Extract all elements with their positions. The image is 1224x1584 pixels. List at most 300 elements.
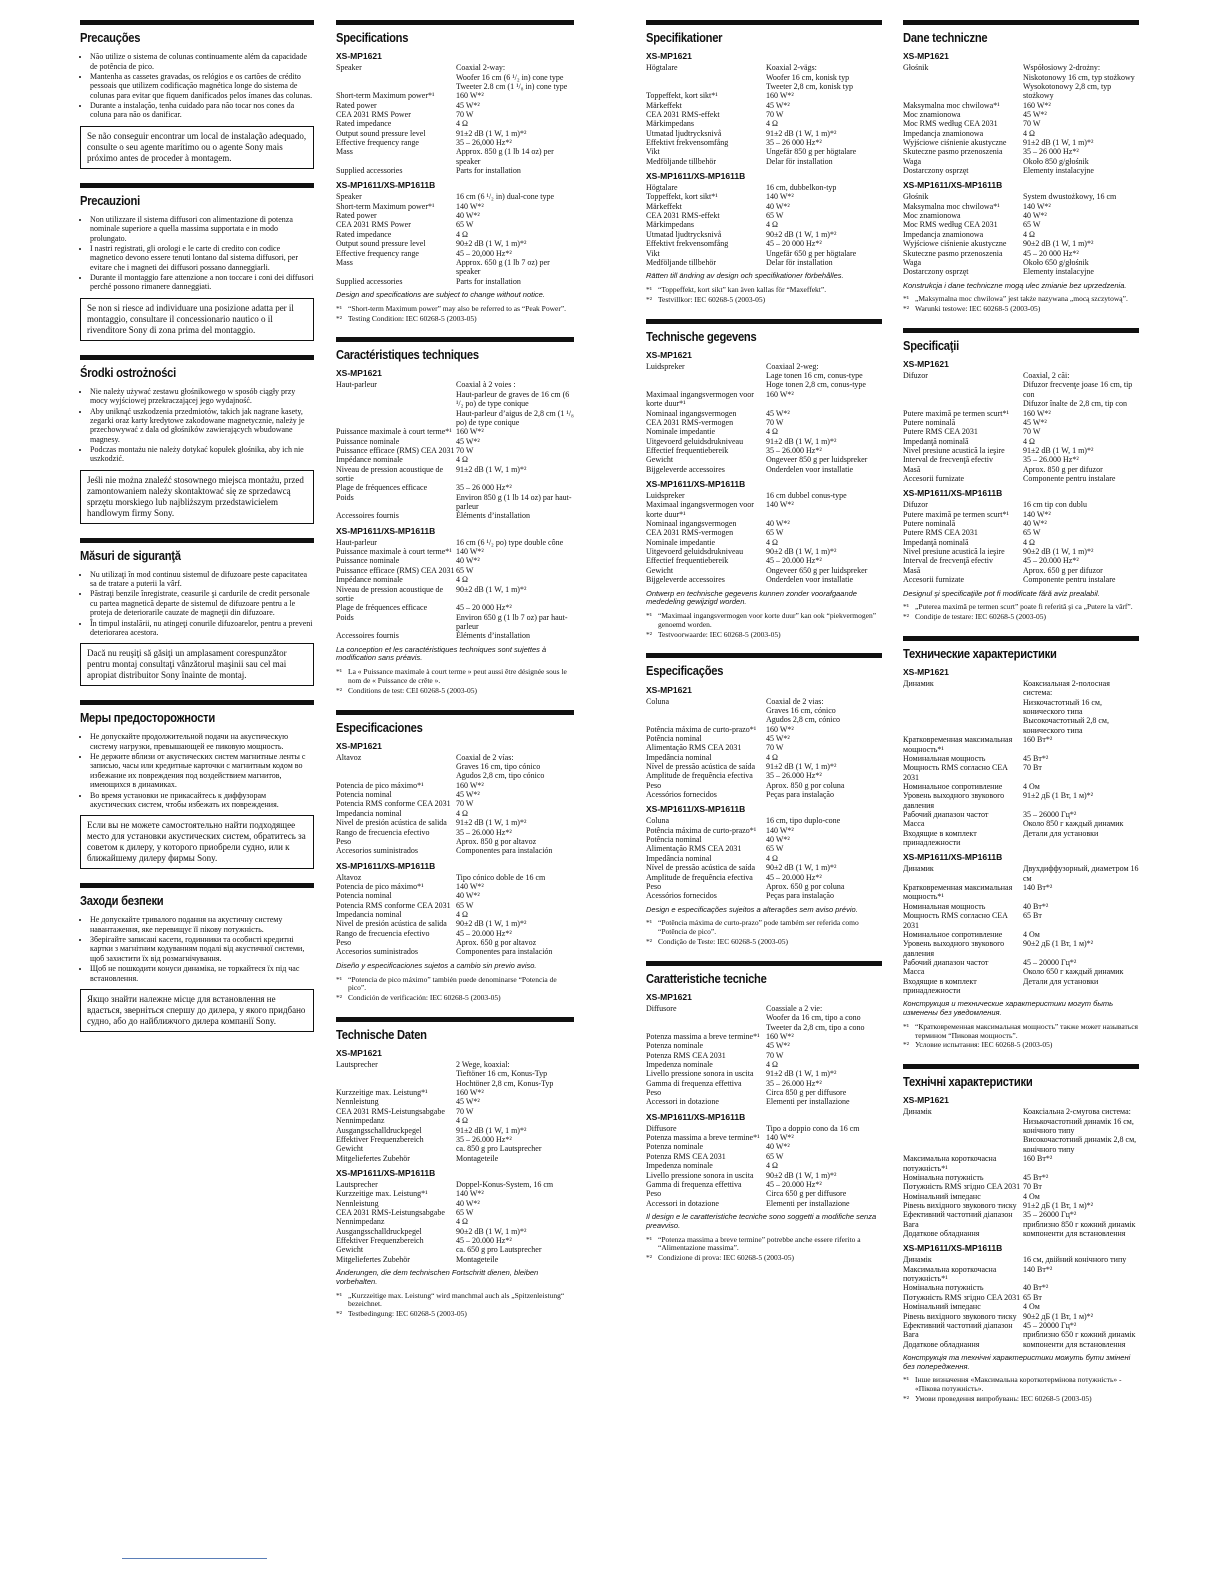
footnote-text: Умови проведення випробувань: IEC 60268-5 (2003-05) (915, 1394, 1092, 1404)
spec-label: Rango de frecuencia efectivo (336, 928, 430, 938)
footnote (336, 976, 574, 994)
spec-label: Accesorii furnizate (903, 474, 965, 484)
section-rule (80, 355, 314, 360)
spec-value: Environ 850 g (1 lb 14 oz) par haut-parleur (456, 492, 572, 512)
section-title: Precauzioni (80, 192, 140, 208)
footnote-mark: *¹ (336, 303, 342, 313)
spec-value: 65 W (1023, 528, 1041, 538)
spec-value: 4 Ω (1023, 537, 1035, 547)
spec-row (903, 575, 1139, 584)
spec-label: CEA 2031 RMS-vermogen (646, 417, 734, 427)
spec-label: CEA 2031 RMS-Leistungsabgabe (336, 1207, 445, 1217)
change-notice: La conception et les caractéristiques techniques sont sujettes à modification sans préavis. (336, 644, 547, 663)
spec-label: Gewicht (336, 1144, 364, 1154)
spec-label: Impedenza nominale (646, 1161, 713, 1171)
spec-row (646, 409, 882, 418)
spec-row (336, 938, 574, 947)
spec-value: 4 Ом (1023, 1191, 1040, 1201)
spec-label: Potencia nominal (336, 790, 392, 800)
spec-label: Ausgangsschalldruckpegel (336, 1125, 422, 1135)
spec-value: 160 Вт*² (1023, 735, 1053, 745)
spec-row (336, 258, 574, 277)
spec-label: Medföljande tillbehör (646, 156, 716, 166)
spec-label: Högtalare (646, 63, 678, 73)
spec-value: 90±2 dB (1 W, 1 m)*² (766, 229, 837, 239)
spec-label: Poids (336, 612, 354, 622)
spec-value: Componentes para instalación (456, 947, 553, 957)
section-title: Caratteristiche tecniche (646, 970, 767, 986)
spec-row (903, 230, 1139, 239)
spec-row (903, 446, 1139, 455)
footnote-mark: *¹ (646, 1234, 652, 1244)
spec-row (336, 818, 574, 827)
spec-value: 65 W (456, 565, 474, 575)
footnote (646, 1254, 882, 1263)
spec-label: Effektivt frekvensomfång (646, 239, 729, 249)
spec-label: Potência máxima de curto-prazo*¹ (646, 825, 757, 835)
change-notice: Design and specifications are subject to change without notice. (336, 289, 545, 299)
spec-value: 4 Ω (766, 220, 778, 230)
spec-label: Входящие в комплект принадлежности (903, 976, 977, 996)
model-name: XS-MP1621 (646, 51, 692, 62)
spec-value: 140 Вт*² (1023, 1264, 1053, 1274)
spec-row (336, 129, 574, 138)
spec-label: Accesorii furnizate (903, 575, 965, 585)
footnote-mark: *² (646, 936, 652, 946)
bullet-list (80, 215, 314, 292)
change-notice: Änderungen, die dem technischen Fortschritt dienen, bleiben vorbehalten. (336, 1268, 539, 1286)
spec-row (903, 958, 1139, 967)
footnote-mark: *¹ (336, 667, 342, 677)
spec-value: 4 Ω (1023, 436, 1035, 446)
spec-label: Rated power (336, 211, 377, 221)
precaution-section (80, 20, 314, 169)
spec-label: Effektiver Frequenzbereich (336, 1236, 424, 1246)
spec-row (646, 697, 882, 725)
spec-row (336, 119, 574, 128)
spec-label: Impedancja znamionowa (903, 128, 984, 138)
spec-label: Skuteczne pasmo przenoszenia (903, 147, 1003, 157)
spec-value: 4 Ω (766, 537, 778, 547)
spec-row (646, 547, 882, 556)
spec-value: Коаксиальная 2-полосная система: Низкочастотный 16 см, конического типа Высокочастотный 2,8 см, конического типа (1023, 678, 1110, 735)
spec-row (903, 510, 1139, 519)
spec-value: 4 Ω (456, 1217, 468, 1227)
footnote-mark: *² (336, 685, 342, 695)
spec-row (646, 538, 882, 547)
spec-value: Montageteile (456, 1254, 499, 1264)
spec-value: 140 W*² (766, 1133, 794, 1143)
spec-value: Delar för installation (766, 156, 833, 166)
spec-row (903, 735, 1139, 754)
footnote (336, 687, 574, 696)
spec-row (903, 763, 1139, 782)
spec-row (646, 762, 882, 771)
spec-label: Кратковременная максимальная мощность*¹ (903, 735, 1013, 754)
spec-row (646, 1088, 882, 1097)
spec-value: 35 – 26.000 Hz*² (456, 1134, 512, 1144)
spec-label: Speaker (336, 192, 362, 202)
spec-label: Potencia de pico máximo*¹ (336, 780, 424, 790)
spec-row (336, 828, 574, 837)
spec-value: 140 W*² (456, 881, 484, 891)
spec-row (903, 754, 1139, 763)
spec-label: Potenza RMS CEA 2031 (646, 1151, 726, 1161)
spec-row (646, 854, 882, 863)
spec-row (903, 519, 1139, 528)
spec-row (646, 220, 882, 229)
spec-row (903, 679, 1139, 735)
spec-label: Nivel presiune acustică la ieşire (903, 445, 1005, 455)
spec-value: Approx. 650 g (1 lb 7 oz) per speaker (456, 257, 550, 277)
spec-value: 65 W (456, 900, 474, 910)
spec-value: Koaxial 2-vägs: Woofer 16 cm, konisk typ Tweeter 2,8 cm, konisk typ (766, 63, 853, 91)
spec-row (903, 864, 1139, 883)
spec-value: 35 – 26,000 Hz*² (456, 138, 512, 148)
spec-value: 91±2 dB (1 W, 1 m)*² (766, 762, 837, 772)
spec-row (336, 91, 574, 100)
bullet-list (80, 387, 314, 464)
spec-row (903, 267, 1139, 276)
spec-row (903, 967, 1139, 976)
spec-value: Peças para instalação (766, 891, 834, 901)
spec-value: 4 Ω (456, 575, 468, 585)
spec-label: Wyjściowe ciśnienie akustyczne (903, 138, 1007, 148)
spec-row (336, 380, 574, 427)
spec-row (336, 603, 574, 612)
model-name: XS-MP1611/XS-MP1611B (903, 488, 1003, 499)
spec-value: 70 W (456, 109, 474, 119)
spec-row (336, 873, 574, 882)
spec-row (903, 249, 1139, 258)
footnote-mark: *² (336, 1309, 342, 1319)
spec-value: 40 W*² (766, 1142, 790, 1152)
spec-row (646, 91, 882, 100)
spec-row (646, 753, 882, 762)
spec-row (646, 427, 882, 436)
spec-label: Skuteczne pasmo przenoszenia (903, 248, 1003, 258)
spec-row (646, 446, 882, 455)
spec-row (336, 910, 574, 919)
spec-label: Effective frequency range (336, 138, 419, 148)
spec-label: Puissance maximale à court terme*¹ (336, 427, 452, 437)
footnote-mark: *² (646, 294, 652, 304)
spec-value: 45 – 20000 Гц*² (1023, 1320, 1077, 1330)
spec-label: Rated impedance (336, 229, 392, 239)
spec-label: Short-term Maximum power*¹ (336, 91, 435, 101)
spec-label: Potenza nominale (646, 1041, 704, 1051)
model-name: XS-MP1621 (903, 359, 949, 370)
spec-row (646, 1097, 882, 1106)
spec-row (646, 147, 882, 156)
bullet-item: • Non utilizzare il sistema diffusori con alimentazione di potenza nominale superiore a quella massima supportata e in modo prolungato. (90, 215, 314, 243)
bullet-item: • Durante il montaggio fare attenzione a non toccare i coni dei diffusori perché possono rimanere danneggiati. (90, 273, 314, 292)
spec-row (336, 483, 574, 492)
footnote-text: Warunki testowe: IEC 60268-5 (2003-05) (915, 304, 1041, 314)
spec-row (646, 1142, 882, 1151)
bullet-list (80, 732, 314, 809)
spec-value: 140 W*² (766, 500, 794, 510)
model-name: XS-MP1611/XS-MP1611B (903, 1243, 1003, 1254)
model-name: XS-MP1611/XS-MP1611B (646, 804, 746, 815)
spec-label: Livello pressione sonora in uscita (646, 1069, 754, 1079)
spec-row (336, 790, 574, 799)
spec-label: Рабочий диапазон частот (903, 810, 989, 820)
spec-label: Максимальна короткочасна потужність*¹ (903, 1264, 997, 1284)
spec-value: 45 W*² (766, 408, 790, 418)
spec-value: 16 cm, dubbelkon-typ (766, 183, 837, 193)
spec-value: 160 W*² (456, 780, 484, 790)
spec-label: Toppeffekt, kort sikt*¹ (646, 91, 718, 101)
spec-row (903, 538, 1139, 547)
spec-value: 160 W*² (766, 91, 794, 101)
spec-label: Impédance nominale (336, 455, 403, 465)
spec-label: Bijgeleverde accessoires (646, 575, 725, 585)
spec-label: Номінальна потужність (903, 1172, 984, 1182)
spec-value: Ungefär 650 g per högtalare (766, 248, 857, 258)
spec-row (903, 418, 1139, 427)
change-notice: Designul şi specificaţiile pot fi modificate fără aviz prealabil. (903, 588, 1100, 598)
footnote (646, 938, 882, 947)
spec-label: Potenza massima a breve termine*¹ (646, 1133, 760, 1143)
spec-row (336, 63, 574, 91)
spec-row (903, 211, 1139, 220)
section-title: Especificaciones (336, 719, 423, 735)
spec-value: 91±2 dB (1 W, 1 m)*² (766, 436, 837, 446)
spec-label: Medföljande tillbehör (646, 257, 716, 267)
section-title: Technische gegevens (646, 328, 757, 344)
spec-value: 140 W*² (456, 547, 484, 557)
spec-value: 4 Ω (766, 853, 778, 863)
model-name: XS-MP1611/XS-MP1611B (336, 1167, 436, 1178)
spec-value: 90±2 dB (1 W, 1 m)*² (1023, 239, 1094, 249)
spec-label: Gamma di frequenza effettiva (646, 1179, 742, 1189)
spec-value: 45 – 20 000 Hz*² (766, 239, 822, 249)
section-rule (80, 883, 314, 888)
spec-value: 16 cm (6 ¹/₂ in) dual-cone type (456, 192, 555, 202)
spec-label: Mitgeliefertes Zubehör (336, 1254, 410, 1264)
footnote-mark: *² (903, 1394, 909, 1404)
spec-row (903, 1210, 1139, 1219)
spec-value: 70 W (456, 445, 474, 455)
spec-section (903, 1064, 1139, 1404)
spec-value: Детали для установки (1023, 976, 1099, 986)
spec-label: Difuzor (903, 500, 928, 510)
section-rule (646, 319, 882, 324)
footnote-text: Conditions de test: CEI 60268-5 (2003-05) (348, 685, 477, 695)
spec-row (646, 390, 882, 409)
spec-label: Мощность RMS согласно CEA 2031 (903, 763, 1008, 782)
spec-row (903, 810, 1139, 819)
spec-label: Potência máxima de curto-prazo*¹ (646, 724, 757, 734)
spec-value: 40 W*² (456, 556, 480, 566)
model-name: XS-MP1611/XS-MP1611B (646, 1111, 746, 1122)
spec-section (646, 20, 882, 305)
footnote-mark: *² (903, 1040, 909, 1050)
spec-label: Nennleistung (336, 1097, 379, 1107)
spec-label: Уровень выходного звукового давления (903, 791, 1005, 810)
spec-label: Impedanţă nominală (903, 436, 969, 446)
spec-row (646, 202, 882, 211)
footnote (646, 919, 882, 937)
spec-row (646, 781, 882, 790)
spec-value: Aprox. 650 g per difuzor (1023, 565, 1103, 575)
spec-value: Aprox. 850 g per difuzor (1023, 464, 1103, 474)
spec-value: 4 Ω (766, 752, 778, 762)
spec-row (646, 816, 882, 825)
spec-label: Märkimpedans (646, 220, 694, 230)
spec-row (336, 437, 574, 446)
spec-row (646, 101, 882, 110)
spec-row (646, 63, 882, 91)
spec-value: 4 Ом (1023, 1302, 1040, 1312)
footnote-text: Testing Condition: IEC 60268-5 (2003-05) (348, 313, 477, 323)
spec-value: 4 Ω (766, 1060, 778, 1069)
section-title: Technische Daten (336, 1026, 427, 1042)
spec-value: 35 – 26.000 Hz*² (766, 771, 822, 781)
spec-label: Putere RMS CEA 2031 (903, 528, 978, 538)
spec-row (336, 547, 574, 556)
footnote-mark: *² (903, 612, 909, 622)
footnote (903, 1376, 1139, 1394)
spec-label: Nennimpedanz (336, 1217, 385, 1227)
spec-value: 70 W (1023, 119, 1041, 129)
spec-row (903, 166, 1139, 175)
spec-value: 45 Вт*² (1023, 1172, 1049, 1182)
spec-label: Amplitude de frequência efectiva (646, 872, 753, 882)
spec-value: Tipo cónico doble de 16 cm (456, 872, 546, 882)
spec-value: 45 W*² (766, 733, 790, 743)
spec-row (903, 1283, 1139, 1292)
footnote-text: „Kurzzeitige max. Leistung“ wird manchmal auch als „Spitzenleistung“ bezeichnet. (348, 1290, 565, 1309)
spec-value: Coaxial de 2 vias: Graves 16 cm, cónico Agudos 2,8 cm, cónico (766, 696, 840, 725)
spec-value: ca. 650 g pro Lautsprecher (456, 1245, 542, 1255)
spec-label: Номінальна потужність (903, 1283, 984, 1293)
spec-value: 90±2 dB (1 W, 1 m)*² (456, 584, 527, 594)
spec-value: 91±2 дБ (1 Вт, 1 м)*² (1023, 1200, 1094, 1210)
spec-row (903, 409, 1139, 418)
spec-label: Кратковременная максимальная мощность*¹ (903, 883, 1013, 902)
model-name: XS-MP1621 (646, 349, 692, 360)
spec-value: Doppel-Konus-System, 16 cm (456, 1179, 554, 1189)
spec-label: Effectief frequentiebereik (646, 445, 729, 455)
spec-label: Nível de pressão acústica de saída (646, 863, 756, 873)
spec-row (336, 446, 574, 455)
model-name: XS-MP1611/XS-MP1611B (903, 852, 1003, 863)
spec-label: Impedância nominal (646, 752, 712, 762)
footnote-text: “Кратковременная максимальная мощность” также может называться термином “Пиковая мощность”. (915, 1021, 1138, 1040)
spec-label: Номинальная мощность (903, 901, 986, 911)
spec-value: 65 W (766, 844, 784, 854)
spec-label: Рівень вихідного звукового тиску (903, 1311, 1017, 1321)
spec-value: 160 W*² (1023, 100, 1051, 110)
spec-value: 45 – 20.000 Hz*² (456, 928, 512, 938)
spec-value: 35 – 26.000 Hz*² (766, 445, 822, 455)
spec-label: Luidspreker (646, 490, 685, 500)
spec-value: 4 Ом (1023, 781, 1040, 791)
spec-label: Maksymalna moc chwilowa*¹ (903, 100, 1000, 110)
spec-value: 90±2 dB (1 W, 1 m)*² (456, 1226, 527, 1236)
bottom-divider (122, 1558, 267, 1559)
footnote (646, 1236, 882, 1254)
spec-row (903, 782, 1139, 791)
model-name: XS-MP1621 (336, 368, 382, 379)
section-rule (80, 538, 314, 543)
spec-label: Peso (646, 1189, 662, 1199)
spec-row (903, 1255, 1139, 1264)
spec-value: 40 W*² (766, 835, 790, 845)
section-rule (646, 961, 882, 966)
spec-label: Potencia RMS conforme CEA 2031 (336, 900, 451, 910)
spec-row (646, 491, 882, 500)
spec-label: Supplied accessories (336, 166, 403, 176)
spec-label: Maximaal ingangsvermogen voor korte duur*¹ (646, 389, 754, 409)
spec-label: Interval de frecvenţă efectiv (903, 455, 993, 465)
spec-label: Acessórios fornecidos (646, 790, 717, 800)
spec-row (903, 1220, 1139, 1229)
precaution-section (80, 700, 314, 869)
spec-label: Puissance nominale (336, 556, 400, 566)
spec-label: Kurzzeitige max. Leistung*¹ (336, 1088, 428, 1098)
spec-value: 45 W*² (1023, 109, 1047, 119)
spec-value: Aprox. 650 g por coluna (766, 881, 845, 891)
spec-row (903, 1192, 1139, 1201)
spec-label: Poids (336, 492, 354, 502)
spec-value: 35 – 26.000 Hz*² (766, 1078, 822, 1088)
spec-row (336, 1107, 574, 1116)
spec-row (646, 192, 882, 201)
spec-label: Ефективний частотний діапазон (903, 1320, 1013, 1330)
spec-label: Amplitude de frequência efectiva (646, 771, 753, 781)
spec-label: Rated power (336, 100, 377, 110)
spec-row (336, 781, 574, 790)
footnote-text: “Toppeffekt, kort sikt” kan även kallas för “Maxeffekt”. (658, 285, 827, 295)
spec-value: 91±2 dB (1 W, 1 m)*² (456, 1125, 527, 1135)
spec-label: Nivel de presión acústica de salida (336, 818, 447, 828)
spec-value: 160 Вт*² (1023, 1154, 1053, 1164)
change-notice: Конструкция и технические характеристики могут быть изменены без уведомления. (903, 999, 1114, 1018)
spec-row (903, 1265, 1139, 1284)
spec-label: Potencia RMS conforme CEA 2031 (336, 799, 451, 809)
spec-row (646, 1079, 882, 1088)
section-rule (80, 20, 314, 25)
spec-row (336, 1154, 574, 1163)
spec-row (903, 427, 1139, 436)
spec-row (336, 427, 574, 436)
spec-label: Uitgevoerd geluidsdrukniveau (646, 547, 744, 557)
spec-row (336, 192, 574, 201)
spec-row (903, 556, 1139, 565)
spec-value: 45 W*² (456, 100, 480, 110)
bullet-list (80, 915, 314, 983)
spec-value: 45 W*² (456, 436, 480, 446)
spec-label: Altavoz (336, 752, 362, 762)
bullet-item: • Nie należy używać zestawu głośnikowego w sposób ciągły przy mocy wyjściowej przekraczającej jego wydajność. (90, 387, 314, 406)
spec-label: Altavoz (336, 872, 362, 882)
section-rule (903, 328, 1139, 333)
model-name: XS-MP1621 (903, 667, 949, 678)
spec-label: Potência nominal (646, 733, 702, 743)
spec-value: 35 – 26.000 Hz*² (456, 827, 512, 837)
spec-row (646, 249, 882, 258)
bullet-list (80, 570, 314, 638)
section-title: Precauções (80, 30, 141, 45)
spec-row (646, 138, 882, 147)
spec-label: Vikt (646, 248, 660, 258)
change-notice: Ontwerp en technische gegevens kunnen zonder voorafgaande mededeling gewijzigd worden. (646, 588, 857, 607)
spec-value: 40 W*² (456, 891, 480, 901)
spec-section (646, 653, 882, 946)
